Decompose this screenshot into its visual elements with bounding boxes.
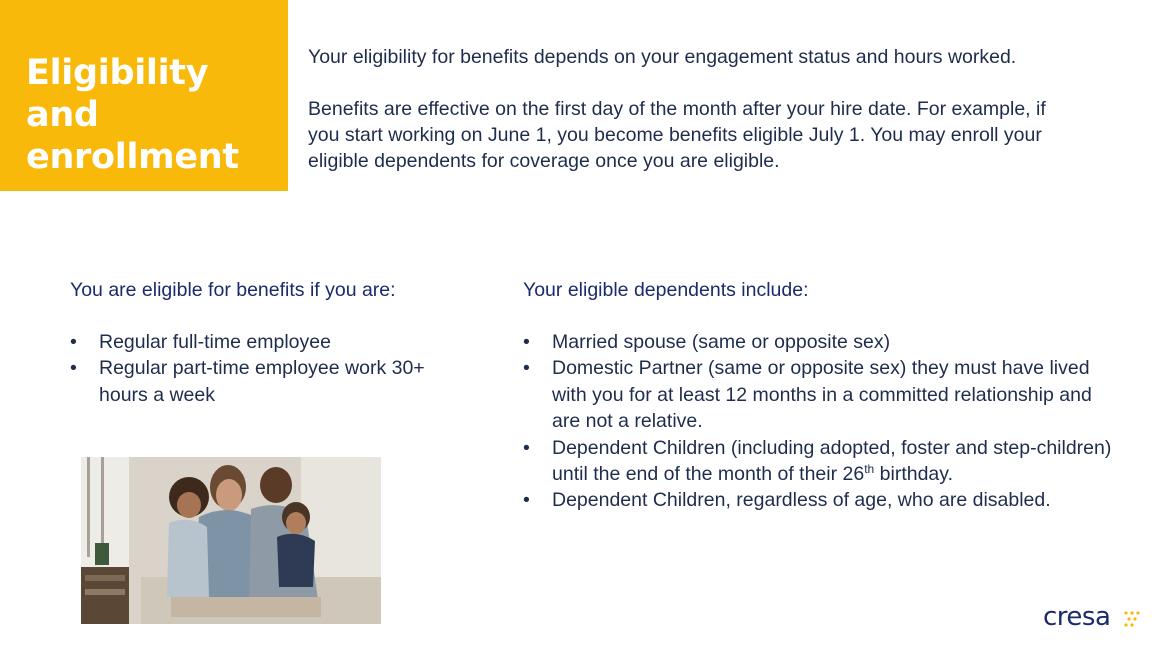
bullet-icon: • <box>523 436 530 459</box>
logo-wordmark: cresa <box>1043 602 1111 632</box>
list-item-text: Regular part-time employee work 30+ hours a week <box>99 357 425 406</box>
dependents-list <box>523 329 1113 514</box>
page-title <box>26 52 286 178</box>
family-photo <box>81 457 381 624</box>
dependents-heading: Your eligible dependents include: <box>523 279 809 301</box>
list-item-text: Dependent Children, regardless of age, who are disabled. <box>552 489 1051 512</box>
bullet-icon: • <box>523 489 530 512</box>
list-item <box>523 329 1113 355</box>
list-item <box>70 355 430 408</box>
list-item-text: Domestic Partner (same or opposite sex) they must have lived with you for at least 12 months in a committed relationship and are not a relative. <box>552 357 1092 433</box>
intro-paragraph-1: Your eligibility for benefits depends on your engagement status and hours worked. <box>308 46 1017 68</box>
cresa-logo <box>1043 600 1163 634</box>
list-item <box>523 355 1113 434</box>
eligible-heading: You are eligible for benefits if you are: <box>70 279 396 301</box>
intro-text <box>308 44 1068 200</box>
list-item <box>523 435 1113 488</box>
logo-dots-icon <box>1123 609 1163 629</box>
title-block <box>0 0 288 191</box>
list-item-text: Married spouse (same or opposite sex) <box>552 331 891 353</box>
bullet-icon: • <box>70 357 77 380</box>
eligible-list <box>70 329 430 408</box>
intro-paragraph-2: Benefits are effective on the first day of the month after your hire date. For example, if you start working on June 1, you become benefits eligible July 1. You may enroll your eligible dependents for coverage once you are eligible. <box>308 98 1046 172</box>
bullet-icon: • <box>523 357 530 380</box>
bullet-icon: • <box>70 331 77 353</box>
list-item-text: Dependent Children (including adopted, foster and step-children) until the end of the month of their 26th birthday. <box>552 436 1112 486</box>
page-title-line-2: enrollment <box>26 137 239 177</box>
page-title-line-1: Eligibility and <box>26 53 209 135</box>
list-item <box>523 487 1113 513</box>
list-item-text: Regular full-time employee <box>99 331 331 353</box>
bullet-icon: • <box>523 331 530 353</box>
list-item <box>70 329 430 355</box>
